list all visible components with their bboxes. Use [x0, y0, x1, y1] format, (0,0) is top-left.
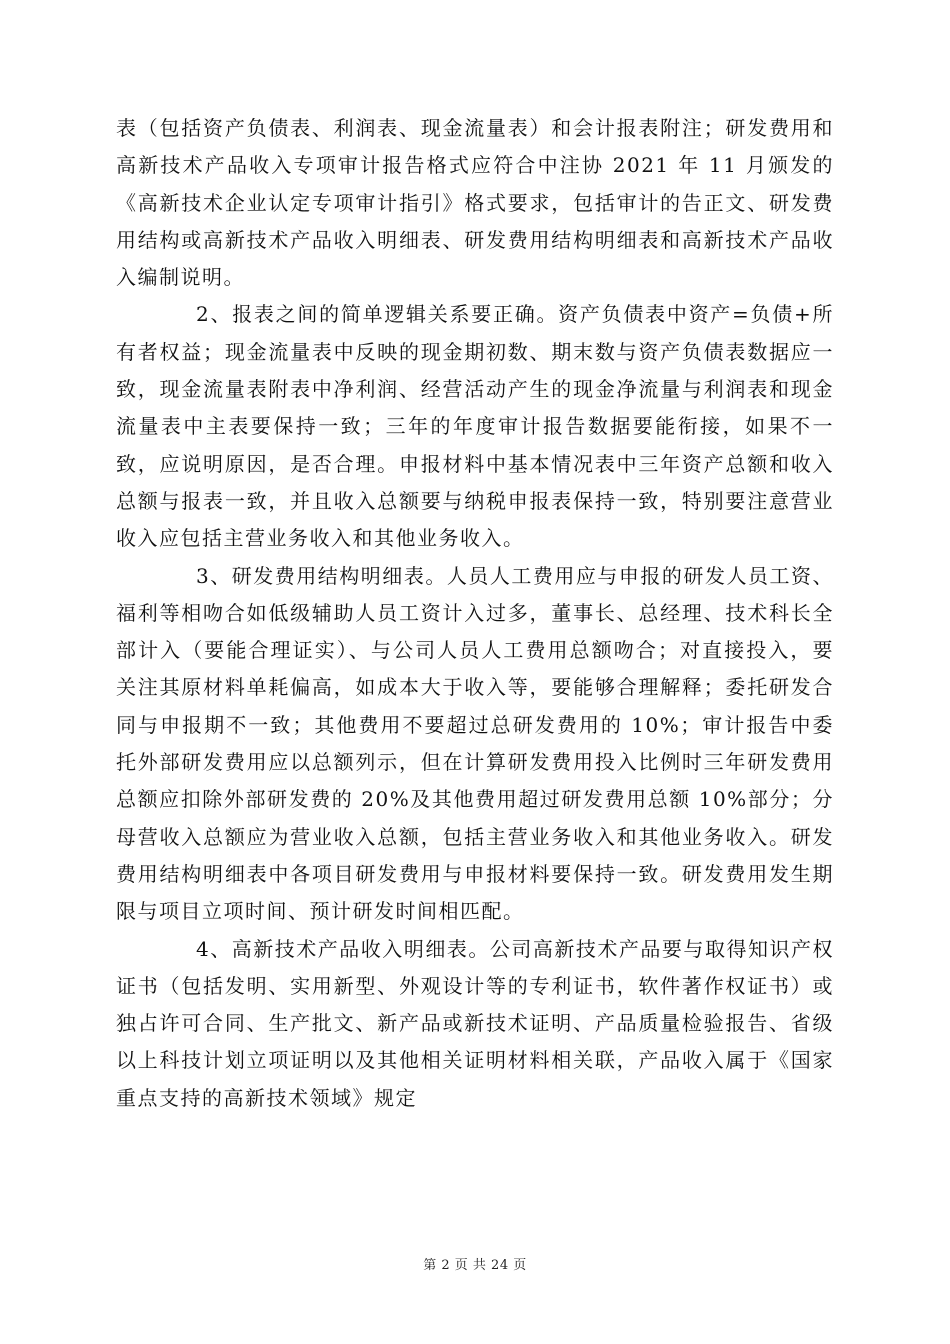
paragraph-item-4: 4、高新技术产品收入明细表。公司高新技术产品要与取得知识产权证书（包括发明、实用新型、外观设计等的专利证书，软件著作权证书）或独占许可合同、生产批文、新产品或新技术证明、产品质量检验报告、省级以上科技计划立项证明以及其他相关证明材料相关联，产品收入属于《国家重点支持的高新技术领域》规定 — [116, 936, 834, 1110]
paragraph-item-2: 2、报表之间的简单逻辑关系要正确。资产负债表中资产=负债+所有者权益；现金流量表中反映的现金期初数、期末数与资产负债表数据应一致，现金流量表附表中净利润、经营活动产生的现金净流量与利润表和现金流量表中主表要保持一致；三年的年度审计报告数据要能衔接，如果不一致，应说明原因，是否合理。申报材料中基本情况表中三年资产总额和收入总额与报表一致，并且收入总额要与纳税申报表保持一致，特别要注意营业收入应包括主营业务收入和其他业务收入。 — [116, 302, 834, 551]
paragraph-continuation: 表（包括资产负债表、利润表、现金流量表）和会计报表附注；研发费用和高新技术产品收入专项审计报告格式应符合中注协 2021 年 11 月颁发的《高新技术企业认定专项审计指引》格式要求，包括审计的告正文、研发费用结构或高新技术产品收入明细表、研发费用结构明细表和高新技术产品收入编制说明。 — [116, 116, 834, 290]
paragraph-item-3: 3、研发费用结构明细表。人员人工费用应与申报的研发人员工资、福利等相吻合如低级辅助人员工资计入过多，董事长、总经理、技术科长全部计入（要能合理证实）、与公司人员人工费用总额吻合；对直接投入，要关注其原材料单耗偏高，如成本大于收入等，要能够合理解释；委托研发合同与申报期不一致；其他费用不要超过总研发费用的 10%；审计报告中委托外部研发费用应以总额列示，但在计算研发费用投入比例时三年研发费用总额应扣除外部研发费的 20%及其他费用超过研发费用总额 10%部分；分母营收入总额应为营业收入总额，包括主营业务收入和其他业务收入。研发费用结构明细表中各项目研发费用与申报材料要保持一致。研发费用发生期限与项目立项时间、预计研发时间相匹配。 — [116, 563, 834, 924]
page-number-footer: 第 2 页 共 24 页 — [423, 1258, 527, 1273]
document-page — [116, 110, 834, 1117]
